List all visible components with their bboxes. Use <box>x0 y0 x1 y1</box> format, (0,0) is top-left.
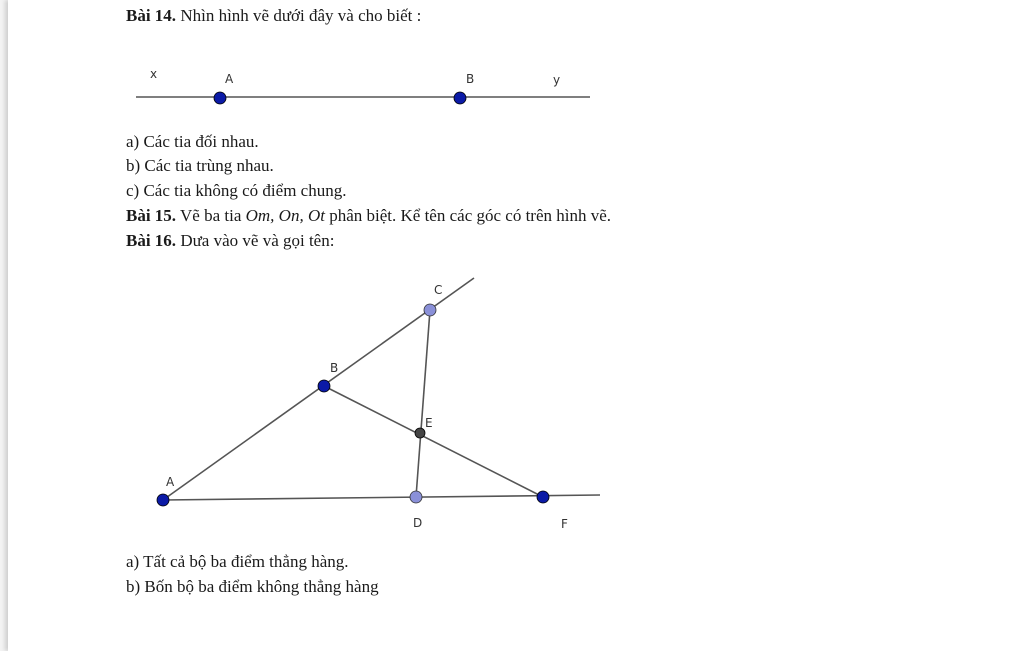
ex15-text-before: Vẽ ba tia <box>176 206 246 225</box>
ex14-item-b: b) Các tia trùng nhau. <box>126 156 274 175</box>
label-d: D <box>413 516 423 530</box>
ex15-text-after: phân biệt. Kể tên các góc có trên hình vẽ. <box>324 206 612 225</box>
ex14-item-c: c) Các tia không có điểm chung. <box>126 181 347 200</box>
label-b: B <box>466 72 475 86</box>
ex15-rays: Om, On, Ot <box>245 206 325 225</box>
ray-adf <box>163 495 600 500</box>
ex16-text: Dưa vào vẽ và gọi tên: <box>176 231 335 250</box>
ex16-item-a: a) Tất cả bộ ba điểm thẳng hàng. <box>126 552 349 571</box>
label-b: B <box>330 361 339 375</box>
label-f: F <box>561 517 568 531</box>
label-x: x <box>150 67 158 81</box>
segment-bf <box>324 386 543 497</box>
ex14-item-a: a) Các tia đối nhau. <box>126 132 259 151</box>
segment-cd <box>416 310 430 497</box>
point-d <box>410 491 422 503</box>
label-y: y <box>553 73 561 87</box>
ex15-title: Bài 15. <box>126 206 177 225</box>
point-e <box>415 428 425 438</box>
ex14-title: Bài 14. <box>126 6 177 25</box>
label-a: A <box>166 475 175 489</box>
point-b <box>318 380 330 392</box>
label-c: C <box>434 283 443 297</box>
ex14-text: Nhìn hình vẽ dưới đây và cho biết : <box>176 6 422 25</box>
label-a: A <box>225 72 234 86</box>
label-e: E <box>425 416 433 430</box>
ex16-item-b: b) Bốn bộ ba điểm không thẳng hàng <box>126 577 379 596</box>
ex16-title: Bài 16. <box>126 231 177 250</box>
point-a <box>157 494 169 506</box>
point-f <box>537 491 549 503</box>
point-c <box>424 304 436 316</box>
